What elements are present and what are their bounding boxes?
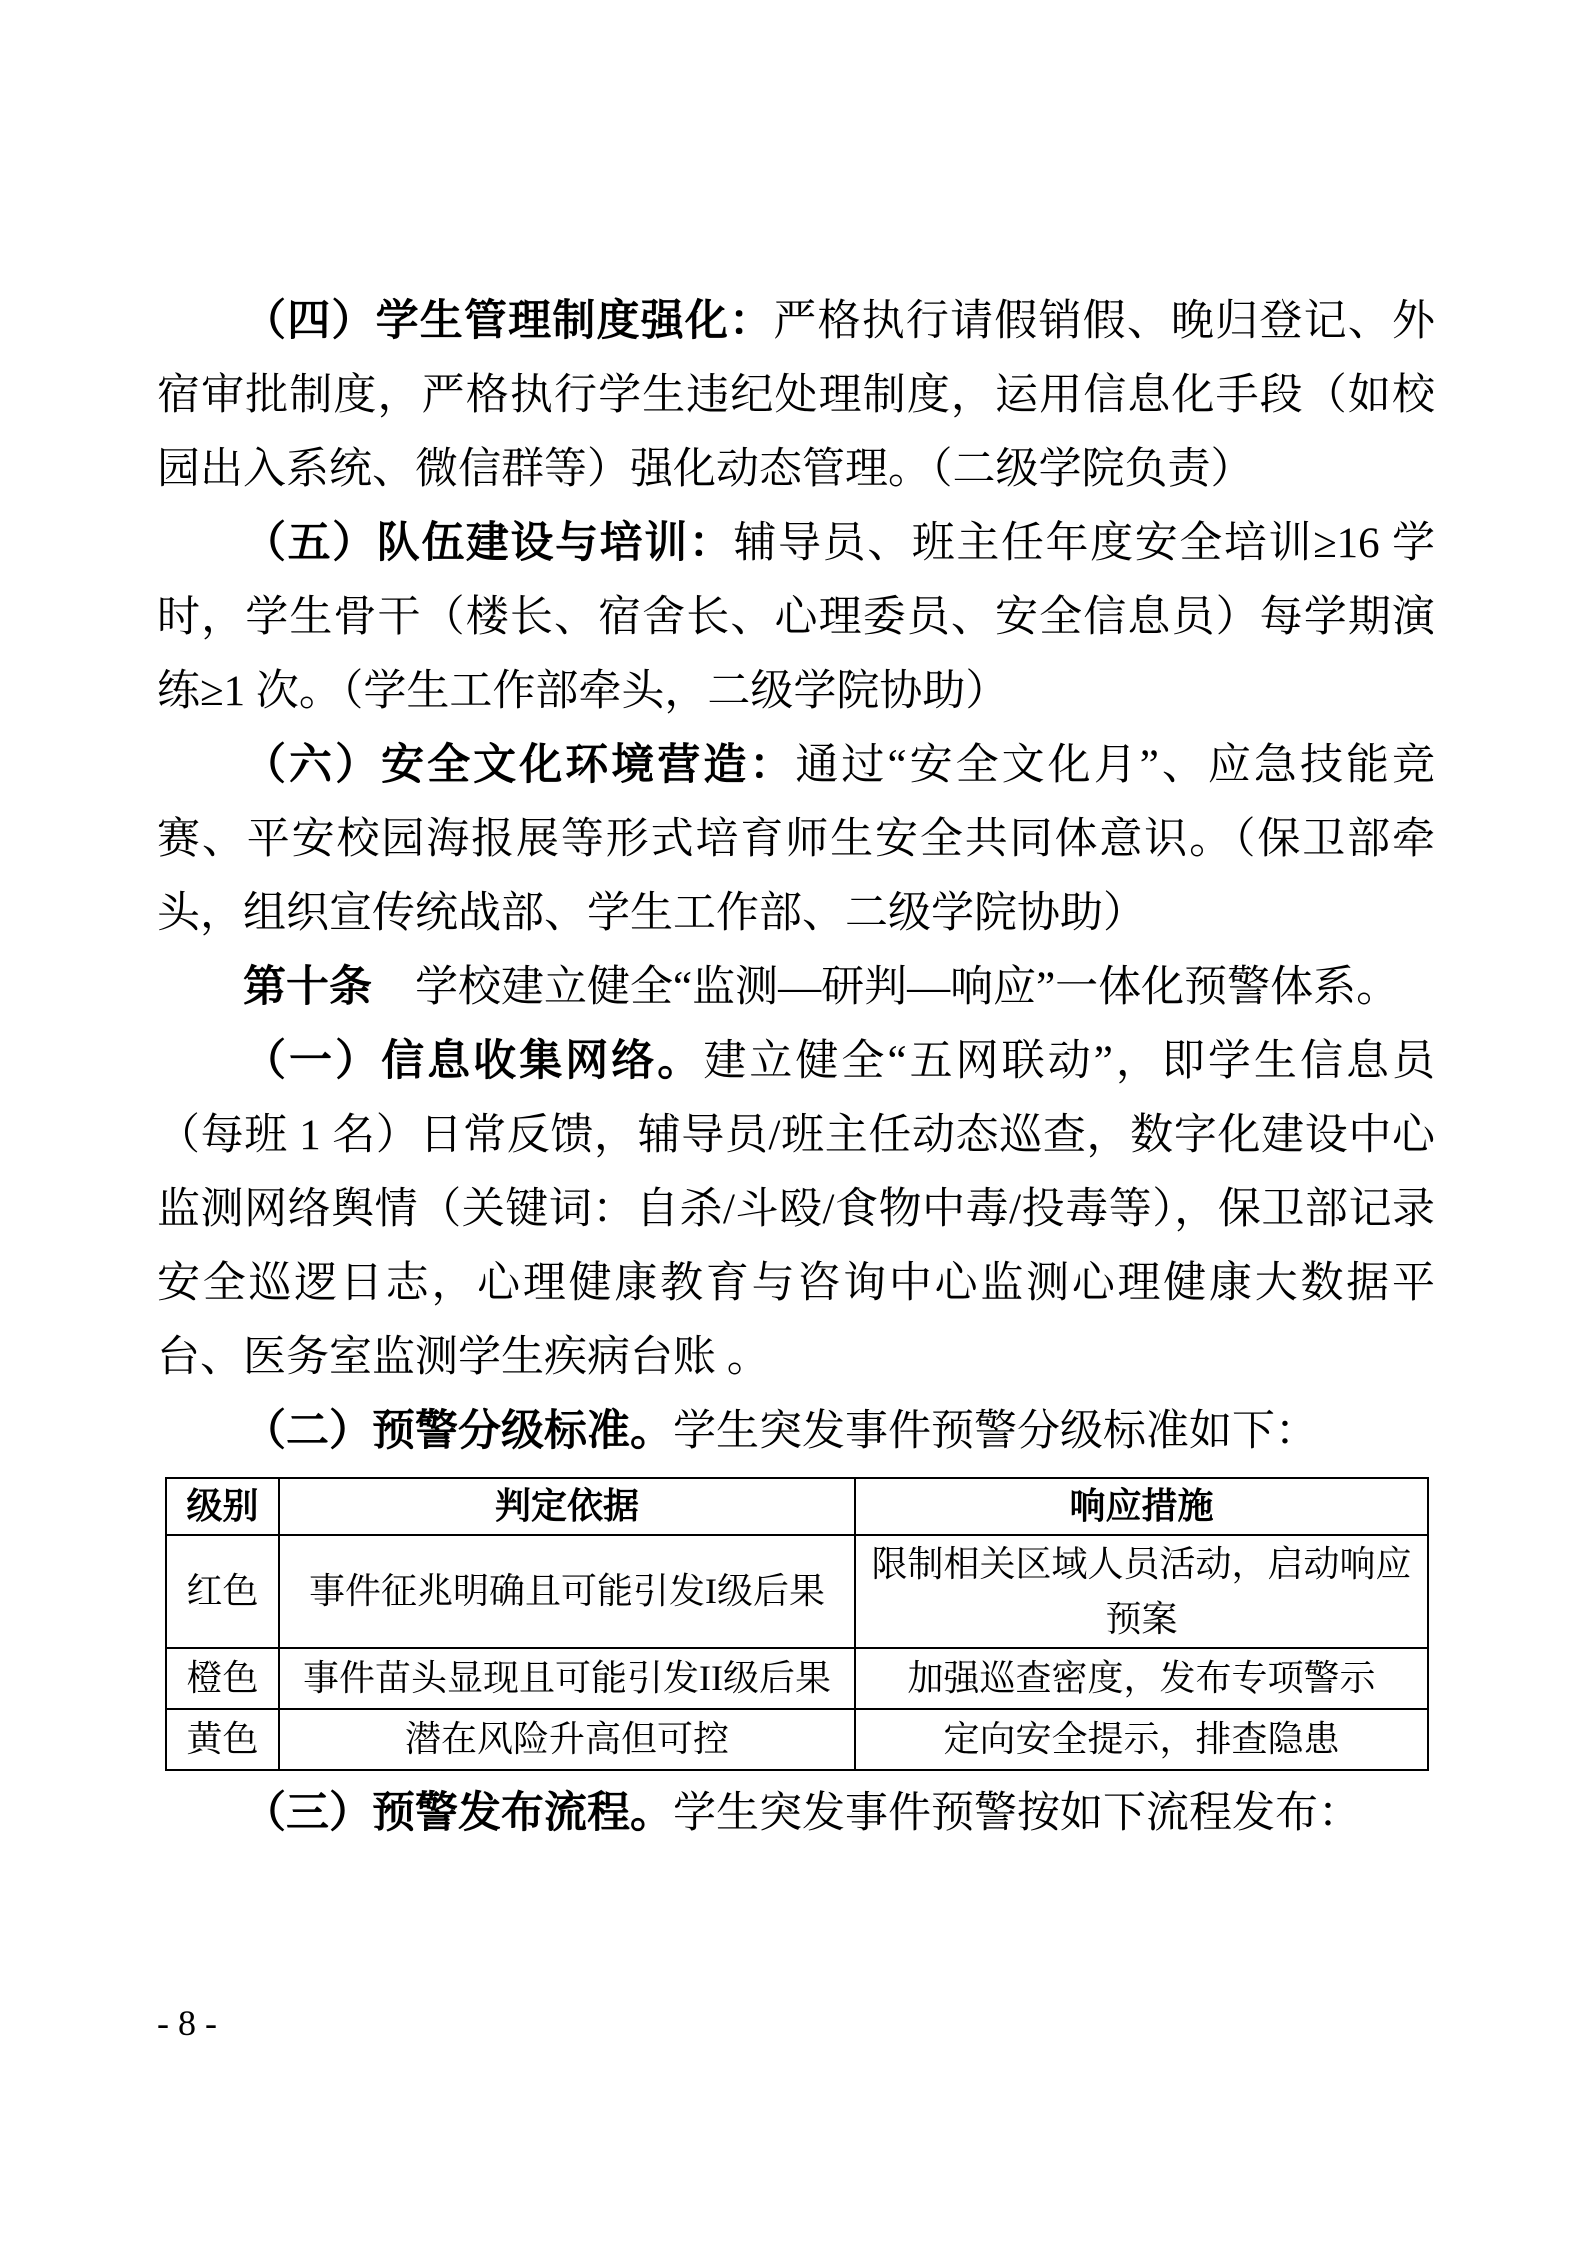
table-row-red <box>166 1535 1428 1648</box>
table-cell-measure: 限制相关区域人员活动，启动响应预案 <box>855 1535 1428 1648</box>
paragraph-section-6 <box>157 729 1435 951</box>
paragraph-text: 建立健全“五网联动”，即学生信息员（每班 1 名）日常反馈，辅导员/班主任动态巡查，数字化建设中心监测网络舆情（关键词：自杀/斗殴/食物中毒/投毒等），保卫部记录安全巡逻日志，心理健康教育与咨询中心监测心理健康大数据平台、医务室监测学生疾病台账 。 <box>157 1038 1436 1381</box>
paragraph-text: 学校建立健全“监测—研判—响应”一体化预警体系。 <box>372 964 1400 1011</box>
table-cell-measure: 定向安全提示，排查隐患 <box>855 1709 1428 1770</box>
table-cell-basis: 潜在风险升高但可控 <box>279 1709 855 1770</box>
paragraph-article-10 <box>157 951 1435 1025</box>
paragraph-lead: （六）安全文化环境营造： <box>243 742 796 789</box>
paragraph-lead: 第十条 <box>243 964 372 1011</box>
paragraph-text: 学生突发事件预警按如下流程发布： <box>673 1790 1361 1837</box>
paragraph-section-1 <box>157 1025 1435 1395</box>
paragraph-lead: （二）预警分级标准。 <box>243 1408 673 1455</box>
table-cell-level: 橙色 <box>166 1648 279 1709</box>
table-cell-measure: 加强巡查密度，发布专项警示 <box>855 1648 1428 1709</box>
table-row-yellow <box>166 1709 1428 1770</box>
paragraph-section-4 <box>157 285 1435 507</box>
paragraph-lead: （五）队伍建设与培训： <box>243 520 734 567</box>
paragraph-text: 辅导员、班主任年度安全培训≥16 学时，学生骨干（楼长、宿舍长、心理委员、安全信息员）每学期演练≥1 次。（学生工作部牵头，二级学院协助） <box>157 520 1436 715</box>
paragraph-text: 通过“安全文化月”、应急技能竞赛、平安校园海报展等形式培育师生安全共同体意识。（保卫部牵头，组织宣传统战部、学生工作部、二级学院协助） <box>157 742 1436 937</box>
table-header-level: 级别 <box>166 1478 279 1535</box>
table-row-orange <box>166 1648 1428 1709</box>
table-cell-level: 红色 <box>166 1535 279 1648</box>
table-header-basis: 判定依据 <box>279 1478 855 1535</box>
paragraph-lead: （四）学生管理制度强化： <box>243 298 774 345</box>
paragraph-section-3 <box>157 1777 1435 1851</box>
table-header-row <box>166 1478 1428 1535</box>
paragraph-lead: （一）信息收集网络。 <box>243 1038 704 1085</box>
paragraph-text: 严格执行请假销假、晚归登记、外宿审批制度，严格执行学生违纪处理制度，运用信息化手段（如校园出入系统、微信群等）强化动态管理。（二级学院负责） <box>157 298 1436 493</box>
paragraph-lead: （三）预警发布流程。 <box>243 1790 673 1837</box>
table-cell-basis: 事件征兆明确且可能引发I级后果 <box>279 1535 855 1648</box>
table-cell-basis: 事件苗头显现且可能引发II级后果 <box>279 1648 855 1709</box>
page-number: - 8 - <box>157 2003 217 2043</box>
paragraph-text: 学生突发事件预警分级标准如下： <box>673 1408 1318 1455</box>
document-body <box>157 285 1435 1851</box>
paragraph-section-2 <box>157 1395 1435 1469</box>
warning-level-table <box>165 1477 1429 1771</box>
table-header-measure: 响应措施 <box>855 1478 1428 1535</box>
table-cell-level: 黄色 <box>166 1709 279 1770</box>
paragraph-section-5 <box>157 507 1435 729</box>
